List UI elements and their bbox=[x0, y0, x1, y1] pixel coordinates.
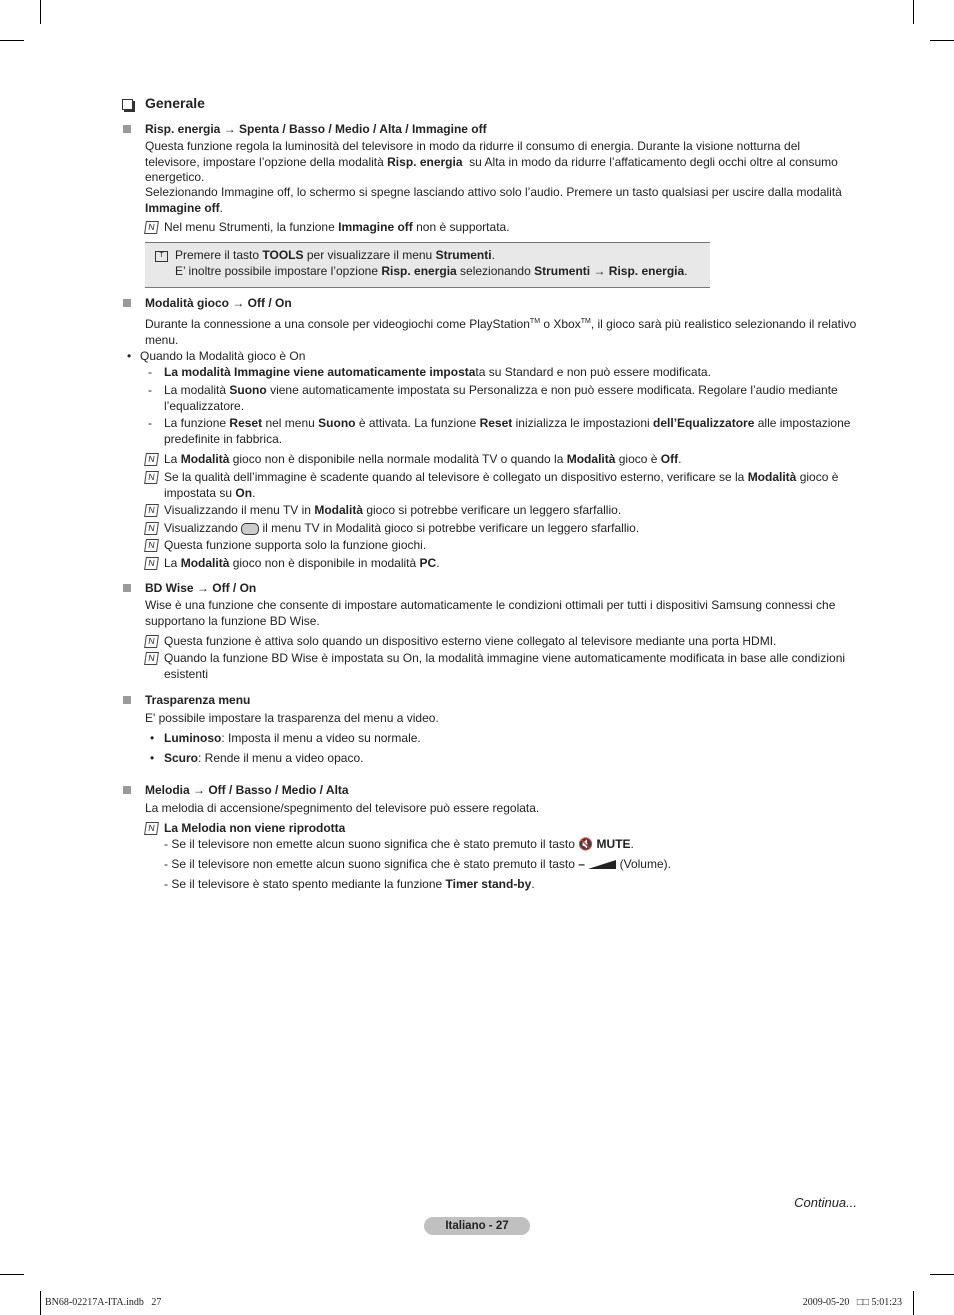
square-bullet-icon bbox=[123, 125, 131, 133]
page-number-badge: Italiano - 27 bbox=[424, 1217, 530, 1235]
square-bullet-icon bbox=[123, 299, 131, 307]
gioco-note-2: Se la qualità dell’immagine è scadente quando al televisore è collegato un dispositivo esterno, verificare se la Modalità gioco è impostata su On. bbox=[164, 470, 839, 500]
tools-tip-box bbox=[145, 242, 710, 288]
trasp-item-1: Luminoso: Imposta il menu a video su normale. bbox=[164, 731, 421, 745]
bdwise-note-2: Quando la funzione BD Wise è impostata su On, la modalità immagine viene automaticamente modificata in base alle condizioni esistenti bbox=[164, 651, 846, 681]
square-bullet-icon bbox=[123, 584, 131, 592]
tip-line-1: Premere il tasto TOOLS per visualizzare il menu Strumenti. bbox=[175, 248, 495, 262]
melodia-line-3: - Se il televisore è stato spento mediante la funzione Timer stand-by. bbox=[164, 877, 535, 891]
crop-mark bbox=[913, 1291, 914, 1315]
gioco-note-6: La Modalità gioco non è disponibile in modalità PC. bbox=[164, 556, 440, 570]
gioco-dash-2: La modalità Suono viene automaticamente impostata su Personalizza e non può essere modificata. Regolare l’audio mediante l’equalizzatore. bbox=[164, 383, 838, 413]
square-bullet-icon bbox=[123, 696, 131, 704]
dash: - bbox=[148, 365, 152, 379]
note-icon: N bbox=[144, 221, 159, 234]
gioco-note-5: Questa funzione supporta solo la funzione giochi. bbox=[164, 538, 427, 552]
mute-icon: 🔇 bbox=[578, 837, 594, 851]
crop-mark bbox=[0, 40, 24, 41]
trasp-title: Trasparenza menu bbox=[145, 693, 251, 707]
note-icon: N bbox=[144, 539, 159, 552]
melodia-line-1: - Se il televisore non emette alcun suono significa che è stato premuto il tasto 🔇 MUTE. bbox=[164, 837, 634, 851]
continue-label: Continua... bbox=[794, 1195, 857, 1210]
note-icon: N bbox=[144, 652, 159, 665]
section-title: Generale bbox=[145, 95, 205, 111]
risp-note: Nel menu Strumenti, la funzione Immagine off non è supportata. bbox=[164, 220, 510, 234]
footer-filename: BN68-02217A-ITA.indb 27 bbox=[45, 1297, 162, 1308]
volume-icon bbox=[588, 860, 616, 869]
note-icon: N bbox=[144, 453, 159, 466]
note-icon: N bbox=[144, 635, 159, 648]
gamepad-icon bbox=[241, 523, 259, 535]
section-checkbox-icon bbox=[122, 99, 133, 110]
melodia-line-2: - Se il televisore non emette alcun suono significa che è stato premuto il tasto – (Volume). bbox=[164, 857, 671, 871]
melodia-paragraph: La melodia di accensione/spegnimento del televisore può essere regolata. bbox=[145, 801, 540, 815]
bdwise-paragraph: Wise è una funzione che consente di impostare automaticamente le condizioni ottimali per tutti i dispositivi Samsung connessi che supportano la funzione BD Wise. bbox=[145, 598, 836, 628]
note-icon: N bbox=[144, 471, 159, 484]
melodia-note: La Melodia non viene riprodotta bbox=[164, 821, 346, 835]
risp-paragraph-1: Questa funzione regola la luminosità del televisore in modo da ridurre il consumo di energia. Durante la visione notturna del televisore, impostare l’opzione della modalità Risp. energia su Alta in modo da ridurre l’affaticamento degli occhi oltre al consumo energetico. bbox=[145, 139, 838, 184]
gioco-title: Modalità gioco → Off / On bbox=[145, 296, 292, 310]
crop-mark bbox=[913, 0, 914, 24]
gioco-note-1: La Modalità gioco non è disponibile nella normale modalità TV o quando la Modalità gioco è Off. bbox=[164, 452, 682, 466]
gioco-paragraph: Durante la connessione a una console per videogiochi come PlayStation™ o Xbox™, il gioco sarà più realistico selezionando il relativo menu. bbox=[145, 317, 857, 347]
bullet-dot: • bbox=[150, 731, 155, 745]
gioco-when: Quando la Modalità gioco è On bbox=[140, 349, 306, 363]
tip-line-2: E’ inoltre possibile impostare l’opzione Risp. energia selezionando Strumenti → Risp. energia. bbox=[175, 264, 688, 278]
bullet-dot: • bbox=[127, 349, 132, 363]
gioco-note-3: Visualizzando il menu TV in Modalità gioco si potrebbe verificare un leggero sfarfallio. bbox=[164, 503, 622, 517]
gioco-dash-3: La funzione Reset nel menu Suono è attivata. La funzione Reset inizializza le impostazioni dell’Equalizzatore alle impostazione predefinite in fabbrica. bbox=[164, 416, 851, 446]
note-icon: N bbox=[144, 504, 159, 517]
note-icon: N bbox=[144, 557, 159, 570]
crop-mark bbox=[40, 0, 41, 24]
note-icon: N bbox=[144, 522, 159, 535]
crop-mark bbox=[0, 1274, 24, 1275]
dash: - bbox=[148, 416, 152, 430]
crop-mark bbox=[930, 1274, 954, 1275]
gioco-note-4: Visualizzando il menu TV in Modalità gioco si potrebbe verificare un leggero sfarfallio. bbox=[164, 521, 640, 535]
gioco-dash-1: La modalità Immagine viene automaticamente impostata su Standard e non può essere modificata. bbox=[164, 365, 711, 379]
dash: - bbox=[148, 383, 152, 397]
footer-timestamp: 2009-05-20 □□ 5:01:23 bbox=[802, 1297, 902, 1308]
note-icon: N bbox=[144, 822, 159, 835]
square-bullet-icon bbox=[123, 786, 131, 794]
crop-mark bbox=[40, 1291, 41, 1315]
risp-title: Risp. energia → Spenta / Basso / Medio / Alta / Immagine off bbox=[145, 122, 487, 136]
bdwise-note-1: Questa funzione è attiva solo quando un dispositivo esterno viene collegato al televisore mediante una porta HDMI. bbox=[164, 634, 777, 648]
tools-icon: T bbox=[155, 251, 168, 262]
trasp-item-2: Scuro: Rende il menu a video opaco. bbox=[164, 751, 364, 765]
trasp-paragraph: E' possibile impostare la trasparenza del menu a video. bbox=[145, 711, 439, 725]
risp-paragraph-2: Selezionando Immagine off, lo schermo si spegne lasciando attivo solo l’audio. Premere un tasto qualsiasi per uscire dalla modalità Immagine off. bbox=[145, 185, 842, 215]
bdwise-title: BD Wise → Off / On bbox=[145, 581, 257, 595]
crop-mark bbox=[930, 40, 954, 41]
bullet-dot: • bbox=[150, 751, 155, 765]
melodia-title: Melodia → Off / Basso / Medio / Alta bbox=[145, 783, 349, 797]
